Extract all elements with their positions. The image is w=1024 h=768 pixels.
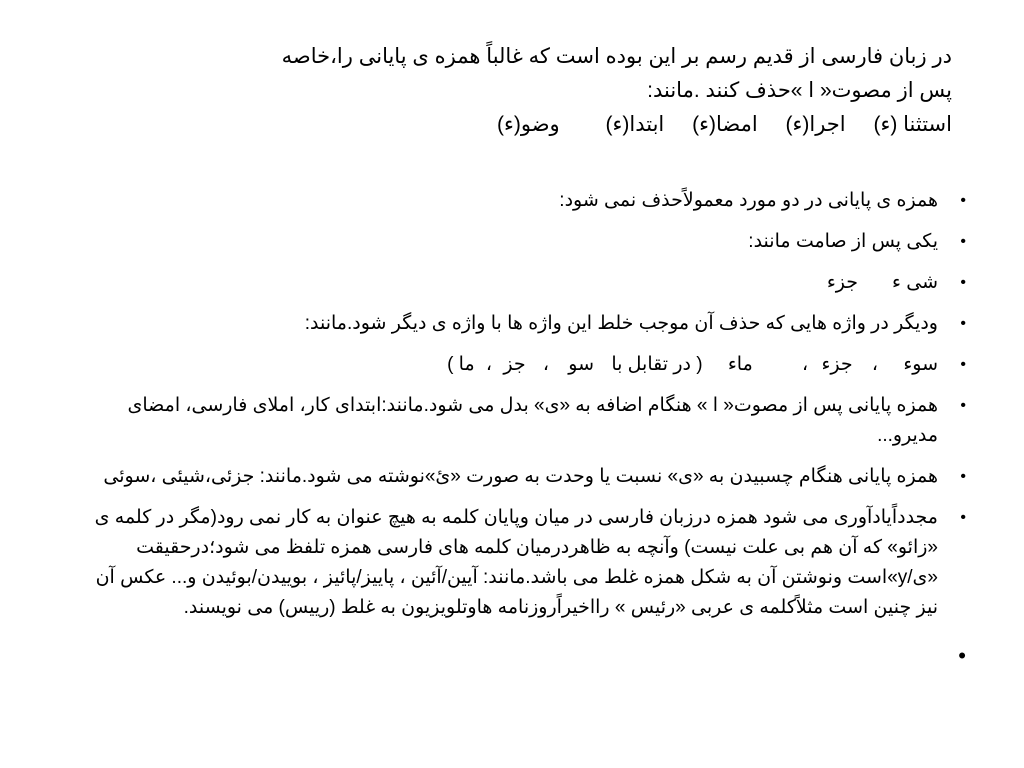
example-word: جزء	[821, 354, 853, 375]
bullet-text	[447, 354, 938, 375]
example-word: سوء	[903, 354, 938, 375]
bullet-icon: •	[960, 509, 966, 526]
title-line-2: پس از مصوت« ا »حذف کنند .مانند:	[647, 79, 952, 102]
separator: ،	[802, 354, 809, 375]
example-word: استثنا (ء)	[873, 113, 952, 136]
example-word: شی ء	[892, 272, 938, 293]
example-word: جز	[503, 354, 526, 375]
bullet-icon: •	[960, 233, 966, 250]
list-item	[86, 268, 966, 298]
bullet-icon: •	[960, 274, 966, 291]
list-item	[86, 503, 966, 623]
bullet-icon: •	[960, 397, 966, 414]
bullet-icon: •	[960, 468, 966, 485]
example-word: امضا(ء)	[692, 113, 758, 136]
example-word: وضو(ء)	[496, 113, 560, 136]
bullet-text: همزه پایانی پس از مصوت« ا » هنگام اضافه به «ی» بدل می شود.مانند:ابتدای کار، املای فارسی، امضای مدیرو...	[127, 395, 938, 446]
bullet-text: ودیگر در واژه هایی که حذف آن موجب خلط این واژه ها با واژه ی دیگر شود.مانند:	[304, 313, 938, 334]
bullet-text	[933, 645, 938, 666]
bullet-list	[86, 186, 966, 682]
list-item	[86, 391, 966, 451]
bullet-icon: •	[960, 356, 966, 373]
example-word: جزء	[826, 272, 859, 293]
list-item	[86, 350, 966, 380]
separator: ،	[485, 354, 493, 375]
example-word: ما )	[447, 354, 475, 375]
slide-title	[72, 40, 952, 142]
list-item	[86, 462, 966, 492]
example-word: ( در تقابل با	[611, 354, 703, 375]
list-item	[86, 186, 966, 216]
list-item	[86, 309, 966, 339]
example-word: سو	[568, 354, 595, 375]
bullet-text: مجدداًیادآوری می شود همزه درزبان فارسی در میان وپایان کلمه به هیچ عنوان به کار نمی رود(مگر در کلمه ی «زائو» که آن هم بی علت نیست) وآنچه به ظاهردرمیان کلمه های فارسی همزه تلفظ می شود؛درحقیقت «ی/y»است ونوشتن آن به شکل همزه غلط می باشد.مانند: آیین/آئین ، پاییز/پائیز ، بوییدن/بوئیدن و... عکس آن نیز چنین است مثلاًکلمه ی عربی «رئیس » رااخیراًروزنامه هاوتلویزیون به غلط (رییس) می نویسند.	[94, 507, 938, 618]
bullet-text: یکی پس از صامت مانند:	[748, 231, 938, 252]
bullet-text: همزه پایانی هنگام چسبیدن به «ی» نسبت یا وحدت به صورت «ئ»نوشته می شود.مانند: جزئی،شیئی ،سوئی	[103, 466, 938, 487]
separator: ،	[542, 354, 549, 375]
example-word: ماء	[727, 354, 753, 375]
bullet-text	[827, 272, 938, 293]
example-word: اجرا(ء)	[785, 113, 846, 136]
example-word: ابتدا(ء)	[605, 113, 665, 136]
title-examples	[72, 108, 952, 142]
bullet-icon: •	[960, 192, 966, 209]
list-item	[86, 227, 966, 257]
bullet-text: همزه ی پایانی در دو مورد معمولاًحذف نمی شود:	[559, 190, 938, 211]
title-line-1: در زبان فارسی از قدیم رسم بر این بوده است که غالباً همزه ی پایانی را،خاصه	[281, 45, 952, 68]
bullet-icon: •	[958, 643, 966, 668]
separator: ،	[871, 354, 879, 375]
bullet-icon: •	[960, 315, 966, 332]
list-item	[86, 641, 966, 671]
